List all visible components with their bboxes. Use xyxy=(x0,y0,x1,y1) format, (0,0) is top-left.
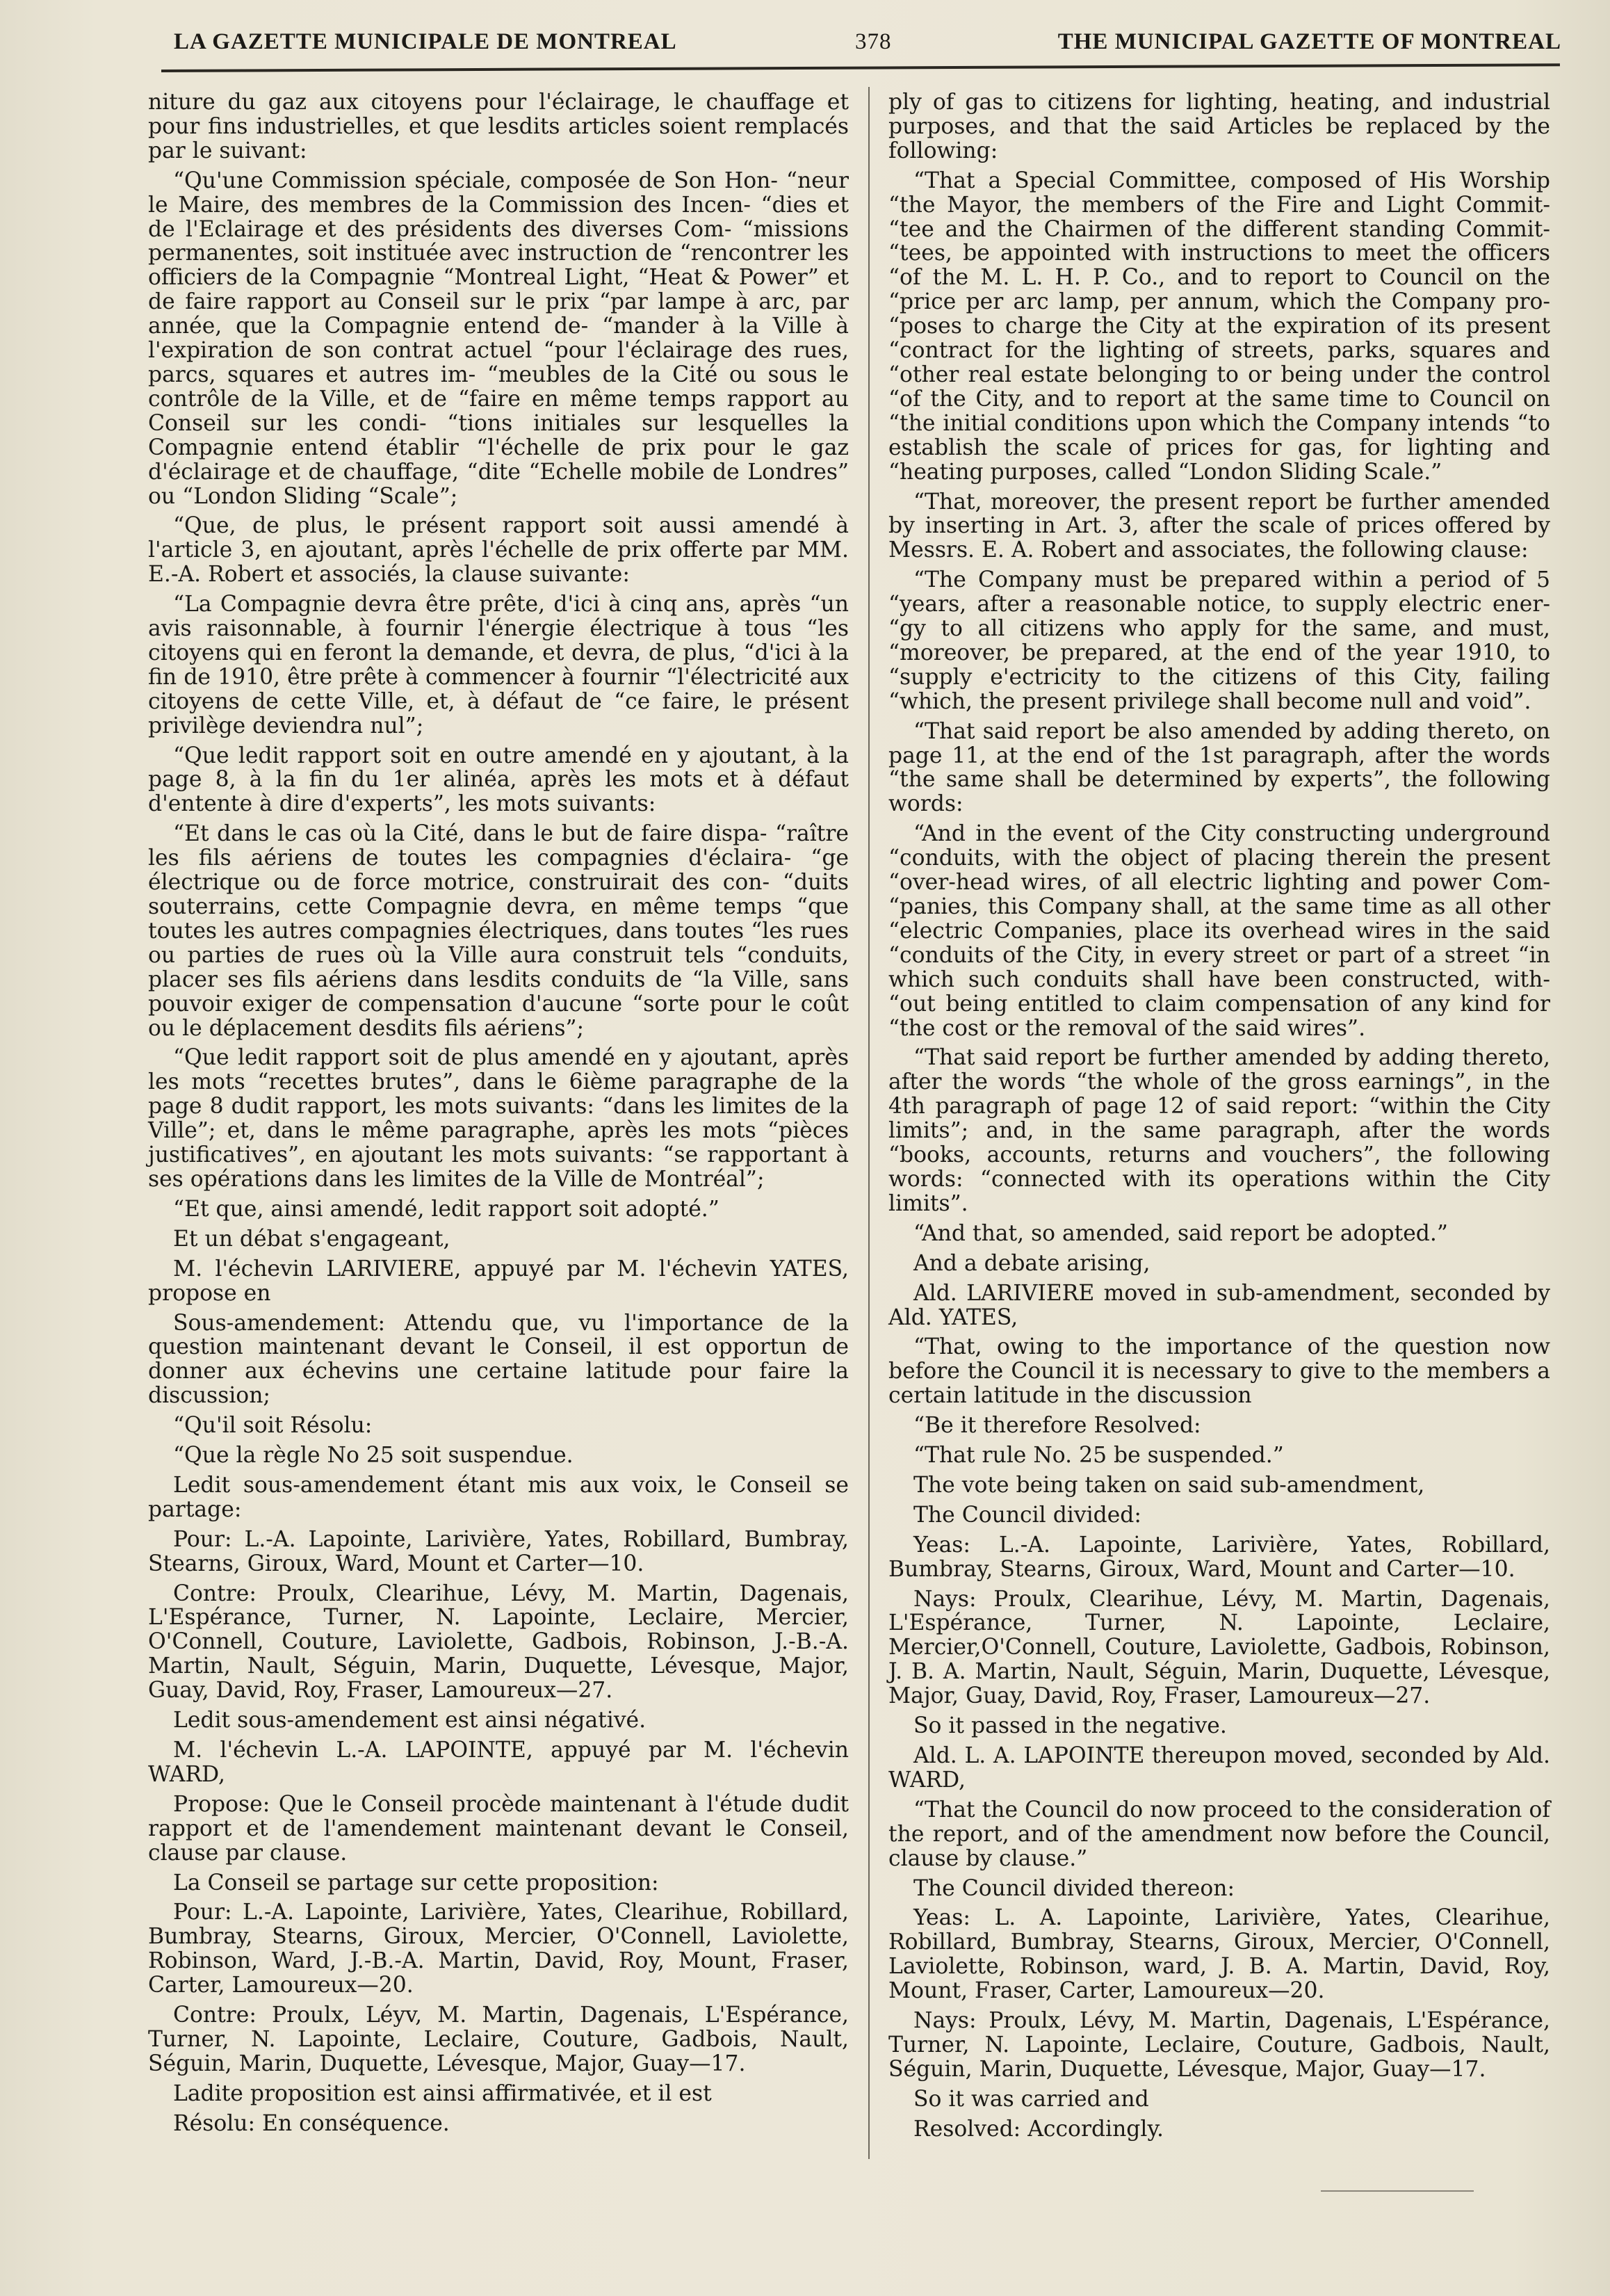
page-header xyxy=(160,29,1561,68)
paragraph: “Que ledit rapport soit de plus amendé en y ajoutant, après les mots “recettes brutes”, dans le 6ième paragraphe de la page 8 dudit rapport, les mots suivants: “dans les limites de la Ville”; et, dans le même paragraphe, après les mots “pièces justificatives”, en ajoutant les mots suivants: “se rapportant à ses opérations dans les limites de la Ville de Montréal”; xyxy=(148,1045,849,1192)
paragraph: The Council divided thereon: xyxy=(913,1875,1235,1901)
paragraph: “Que ledit rapport soit en outre amendé en y ajoutant, à la page 8, à la fin du 1er alinéa, après les mots et à défaut d'entente à dire d'experts”, les mots suivants: xyxy=(148,743,849,817)
paragraph: Ladite proposition est ainsi affirmativée, et il est xyxy=(173,2080,712,2106)
paragraph: Resolved: Accordingly. xyxy=(913,2116,1164,2142)
paragraph: “Et dans le cas où la Cité, dans le but de faire dispa- “raître les fils aériens de toutes les compagnies d'éclaira- “ge électrique ou de force motrice, construirait des con- “duits souterrains, cette Compagnie devra, en même temps “que toutes les autres compagnies électriques, dans toutes “les rues ou parties de rues où la Ville aura construit tels “conduits, placer ses fils aériens dans lesdits conduits de “la Ville, sans pouvoir exiger de compensation d'aucune “sorte pour le coût ou le déplacement desdits fils aériens”; xyxy=(148,821,849,1041)
paragraph: Ledit sous-amendement est ainsi négativé. xyxy=(173,1708,647,1733)
paragraph: “That, owing to the importance of the question now before the Council it is necessary to give to the members a certain latitude in the discussion xyxy=(888,1334,1550,1409)
paragraph: “Qu'une Commission spéciale, composée de Son Hon- “neur le Maire, des membres de la Commission des Incen- “dies et de l'Eclairage et des présidents des diverses Com- “missions permanentes, soit instituée avec instruction de “rencontrer les officiers de la Compagnie “Montreal Light, “Heat & Power” et de faire rapport au Conseil sur le prix “par lampe à arc, par année, que la Compagnie entend de- “mander à la Ville à l'expiration de son contrat actuel “pour l'éclairage des rues, parcs, squares et autres im- “meubles de la Cité ou sous le contrôle de la Ville, et de “faire en même temps rapport au Conseil sur les condi- “tions initiales sur lesquelles la Compagnie entend établir “l'échelle de prix pour le gaz d'éclairage et de chauffage, “dite “Echelle mobile de Londres” ou “London Sliding “Scale”; xyxy=(148,168,849,509)
paragraph: “Qu'il soit Résolu: xyxy=(173,1413,373,1439)
paragraph: M. l'échevin L.-A. LAPOINTE, appuyé par M. l'échevin WARD, xyxy=(148,1738,849,1787)
paragraph: “The Company must be prepared within a period of 5 “years, after a reasonable notice, to supply electric ener- “gy to all citizens who apply for the same, and must, “moreover, be prepared, at the end of the year 1910, to “supply e'ectricity to the citizens of this City, failing “which, the present privilege shall become null and void”. xyxy=(888,567,1550,714)
paragraph: “That said report be further amended by adding thereto, after the words “the whole of the gross earnings”, in the 4th paragraph of page 12 of said report: “within the City limits”; and, in the same paragraph, after the words “books, accounts, returns and vouchers”, the following words: “connected with its operations within the City limits”. xyxy=(888,1045,1550,1216)
paragraph: “That rule No. 25 be suspended.” xyxy=(913,1443,1284,1469)
paragraph: Sous-amendement: Attendu que, vu l'importance de la question maintenant devant le Conseil, il est opportun de donner aux échevins une certaine latitude pour faire la discussion; xyxy=(148,1310,849,1409)
page-number: 378 xyxy=(855,29,892,54)
paragraph: The vote being taken on said sub-amendment, xyxy=(913,1472,1425,1498)
vote-yeas: Yeas: L.-A. Lapointe, Larivière, Yates, Robillard, Bumbray, Stearns, Giroux, Ward, Mount and Carter—10. xyxy=(888,1532,1550,1582)
paragraph: Ledit sous-amendement étant mis aux voix, le Conseil se partage: xyxy=(148,1472,849,1522)
header-french-title: LA GAZETTE MUNICIPALE DE MONTREAL xyxy=(174,29,677,54)
paragraph: And a debate arising, xyxy=(913,1250,1150,1276)
paragraph: So it passed in the negative. xyxy=(913,1713,1227,1739)
vote-nays: Nays: Proulx, Lévy, M. Martin, Dagenais, L'Espérance, Turner, N. Lapointe, Leclaire, Couture, Gadbois, Nault, Séguin, Marin, Duquette, Lévesque, Major, Guay—17. xyxy=(888,2008,1550,2082)
paragraph: The Council divided: xyxy=(913,1502,1141,1528)
vote-against: Contre: Proulx, Clearihue, Lévy, M. Martin, Dagenais, L'Espérance, Turner, N. Lapointe, Leclaire, Mercier, O'Connell, Couture, Laviolette, Gadbois, Robinson, J.-B.-A. Martin, Nault, Séguin, Marin, Duquette, Lévesque, Major, Guay, David, Roy, Fraser, Lamoureux—27. xyxy=(148,1580,849,1704)
paragraph: “Que la règle No 25 soit suspendue. xyxy=(173,1443,574,1469)
paragraph: ply of gas to citizens for lighting, heating, and industrial purposes, and that the said Articles be replaced by the following: xyxy=(888,90,1550,163)
french-column xyxy=(148,90,849,2142)
paragraph: Ald. L. A. LAPOINTE thereupon moved, seconded by Ald. WARD, xyxy=(888,1743,1550,1793)
vote-yeas: Yeas: L. A. Lapointe, Larivière, Yates, Clearihue, Robillard, Bumbray, Stearns, Giroux, Mercier, O'Connell, Laviolette, Robinson, ward, J. B. A. Martin, David, Roy, Mount, Fraser, Carter, Lamoureux—20. xyxy=(888,1905,1550,2004)
paragraph: “That said report be also amended by adding thereto, on page 11, at the end of the 1st paragraph, after the words “the same shall be determined by experts”, the following words: xyxy=(888,718,1550,817)
paragraph: “That the Council do now proceed to the consideration of the report, and of the amendment now before the Council, clause by clause.” xyxy=(888,1797,1550,1871)
vote-for: Pour: L.-A. Lapointe, Larivière, Yates, Clearihue, Robillard, Bumbray, Stearns, Giroux, Mercier, O'Connell, Laviolette, Robinson, Ward, J.-B.-A. Martin, David, Roy, Mount, Fraser, Carter, Lamoureux—20. xyxy=(148,1900,849,1998)
paragraph: M. l'échevin LARIVIERE, appuyé par M. l'échevin YATES, propose en xyxy=(148,1256,849,1306)
paragraph: Résolu: En conséquence. xyxy=(173,2110,450,2136)
vote-against: Contre: Proulx, Léyv, M. Martin, Dagenais, L'Espérance, Turner, N. Lapointe, Leclaire, Couture, Gadbois, Nault, Séguin, Marin, Duquette, Lévesque, Major, Guay—17. xyxy=(148,2003,849,2076)
paragraph: La Conseil se partage sur cette proposition: xyxy=(173,1870,659,1895)
paragraph: Propose: Que le Conseil procède maintenant à l'étude dudit rapport et de l'amendement maintenant devant le Conseil, clause par clause. xyxy=(148,1791,849,1866)
paragraph: “Et que, ainsi amendé, ledit rapport soit adopté.” xyxy=(173,1196,719,1222)
vote-nays: Nays: Proulx, Clearihue, Lévy, M. Martin, Dagenais, L'Espérance, Turner, N. Lapointe, Leclaire, Mercier,O'Connell, Couture, Laviolette, Gadbois, Robinson, J. B. A. Martin, Nault, Séguin, Marin, Duquette, Lévesque, Major, Guay, David, Roy, Fraser, Lamoureux—27. xyxy=(888,1586,1550,1709)
paragraph: So it was carried and xyxy=(913,2086,1149,2112)
paragraph: Ald. LARIVIERE moved in sub-amendment, seconded by Ald. YATES, xyxy=(888,1280,1550,1330)
paragraph: “That a Special Committee, composed of His Worship “the Mayor, the members of the Fire and Light Commit- “tee and the Chairmen of the different standing Commit- “tees, be appointed with instructions to meet the officers “of the M. L. H. P. Co., and to report to Council on the “price per arc lamp, per annum, which the Company pro- “poses to charge the City at the expiration of its present “contract for the lighting of streets, parks, squares and “other real estate belonging to or being under the control “of the City, and to report at the same time to Council on “the initial conditions upon which the Company intends “to establish the scale of prices for gas, for lighting and “heating purposes, called “London Sliding Scale.” xyxy=(888,168,1550,485)
paragraph: “And in the event of the City constructing underground “conduits, with the object of placing therein the present “over-head wires, of all electric lighting and power Com- “panies, this Company shall, at the same time as all other “electric Companies, place its overhead wires in the said “conduits of the City, in every street or part of a street “in which such conduits shall have been constructed, with- “out being entitled to claim compensation of any kind for “the cost or the removal of the said wires”. xyxy=(888,821,1550,1041)
column-divider xyxy=(868,87,870,2159)
vote-for: Pour: L.-A. Lapointe, Larivière, Yates, Robillard, Bumbray, Stearns, Giroux, Ward, Mount et Carter—10. xyxy=(148,1526,849,1576)
paragraph: “Be it therefore Resolved: xyxy=(913,1413,1201,1439)
english-column xyxy=(888,90,1550,2147)
paragraph: Et un débat s'engageant, xyxy=(173,1226,450,1252)
paragraph: “Que, de plus, le présent rapport soit aussi amendé à l'article 3, en ajoutant, après l'échelle de prix offerte par MM. E.-A. Robert et associés, la clause suivante: xyxy=(148,513,849,588)
paragraph: “And that, so amended, said report be adopted.” xyxy=(913,1220,1448,1246)
closing-rule xyxy=(1321,2190,1474,2192)
paragraph: “La Compagnie devra être prête, d'ici à cinq ans, après “un avis raisonnable, à fournir l'énergie électrique à tous “les citoyens qui en feront la demande, et devra, de plus, “d'ici à la fin de 1910, être prête à commencer à fournir “l'électricité aux citoyens de cette Ville, et, à défaut de “ce faire, le présent privilège deviendra nul”; xyxy=(148,592,849,738)
paragraph: niture du gaz aux citoyens pour l'éclairage, le chauffage et pour fins industrielles, et que lesdits articles soient remplacés par le suivant: xyxy=(148,90,849,163)
paragraph: “That, moreover, the present report be further amended by inserting in Art. 3, after the scale of prices offered by Messrs. E. A. Robert and associates, the following clause: xyxy=(888,489,1550,563)
header-english-title: THE MUNICIPAL GAZETTE OF MONTREAL xyxy=(1057,29,1561,54)
